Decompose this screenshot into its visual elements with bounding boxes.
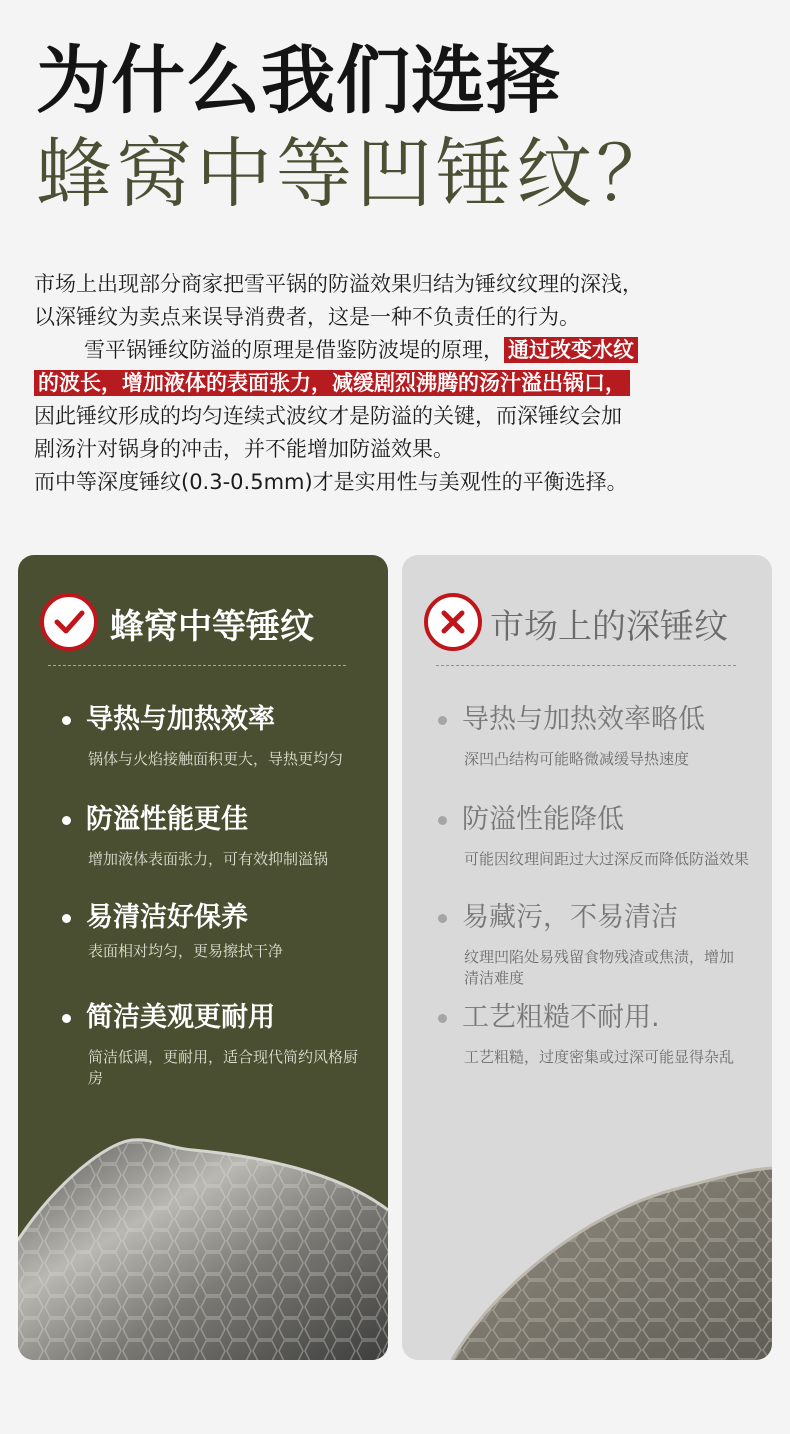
- page-subtitle: 蜂窝中等凹锤纹？: [36, 129, 676, 218]
- feature-desc: 工艺粗糙，过度密集或过深可能显得杂乱: [464, 1048, 735, 1066]
- intro-line: 而中等深度锤纹(0.3-0.5mm)才是实用性与美观性的平衡选择。: [34, 470, 628, 494]
- divider: [436, 665, 736, 666]
- intro-highlight: 通过改变水纹: [504, 337, 638, 363]
- intro-line: 剧汤汁对锅身的冲击，并不能增加防溢效果。: [34, 437, 454, 461]
- page-title: 为什么我们选择: [36, 38, 561, 124]
- intro-paragraph: [34, 268, 764, 499]
- deep-pattern-card: [402, 555, 772, 1360]
- honeycomb-pot-image: [18, 1120, 388, 1360]
- divider: [48, 665, 346, 666]
- intro-text: 雪平锅锤纹防溢的原理是借鉴防波堤的原理，: [84, 338, 504, 362]
- feature-desc: 表面相对均匀，更易擦拭干净: [88, 942, 284, 960]
- feature-title: 易清洁好保养: [86, 902, 248, 933]
- bullet-icon: [438, 914, 447, 923]
- intro-line: 以深锤纹为卖点来误导消费者，这是一种不负责任的行为。: [34, 305, 580, 329]
- feature-desc: 纹理凹陷处易残留食物残渣或焦渍，增加清洁难度: [464, 948, 735, 987]
- feature-desc: 深凹凸结构可能略微减缓导热速度: [464, 750, 690, 768]
- bullet-icon: [62, 1014, 71, 1023]
- intro-line: 因此锤纹形成的均匀连续式波纹才是防溢的关键，而深锤纹会加: [34, 404, 622, 428]
- feature-desc: 增加液体表面张力，可有效抑制溢锅: [88, 850, 329, 868]
- honeycomb-pattern-card: [18, 555, 388, 1360]
- bullet-icon: [62, 716, 71, 725]
- intro-line: [34, 367, 764, 400]
- card-title: 蜂窝中等锤纹: [110, 607, 314, 647]
- bullet-icon: [62, 914, 71, 923]
- card-header: [18, 593, 388, 653]
- intro-highlight: 的波长，增加液体的表面张力，减缓剧烈沸腾的汤汁溢出锅口，: [34, 370, 630, 396]
- intro-line: [34, 334, 764, 367]
- x-circle-icon: [424, 593, 482, 651]
- feature-title: 工艺粗糙不耐用.: [462, 1002, 660, 1033]
- bullet-icon: [438, 716, 447, 725]
- check-circle-icon: [40, 593, 98, 651]
- intro-line: 市场上出现部分商家把雪平锅的防溢效果归结为锤纹纹理的深浅，: [34, 272, 643, 296]
- feature-title: 防溢性能降低: [462, 804, 624, 835]
- bullet-icon: [438, 1014, 447, 1023]
- feature-desc: 简洁低调，更耐用，适合现代简约风格厨房: [88, 1048, 359, 1087]
- bullet-icon: [62, 816, 71, 825]
- card-title: 市场上的深锤纹: [490, 607, 728, 647]
- feature-desc: 锅体与火焰接触面积更大，导热更均匀: [88, 750, 344, 768]
- bullet-icon: [438, 816, 447, 825]
- feature-title: 简洁美观更耐用: [86, 1002, 275, 1033]
- deep-pattern-pot-image: [402, 1120, 772, 1360]
- feature-title: 易藏污，不易清洁: [462, 902, 678, 933]
- feature-title: 导热与加热效率略低: [462, 704, 705, 735]
- card-header: [402, 593, 772, 653]
- feature-desc: 可能因纹理间距过大过深反而降低防溢效果: [464, 850, 750, 868]
- feature-title: 防溢性能更佳: [86, 804, 248, 835]
- feature-title: 导热与加热效率: [86, 704, 275, 735]
